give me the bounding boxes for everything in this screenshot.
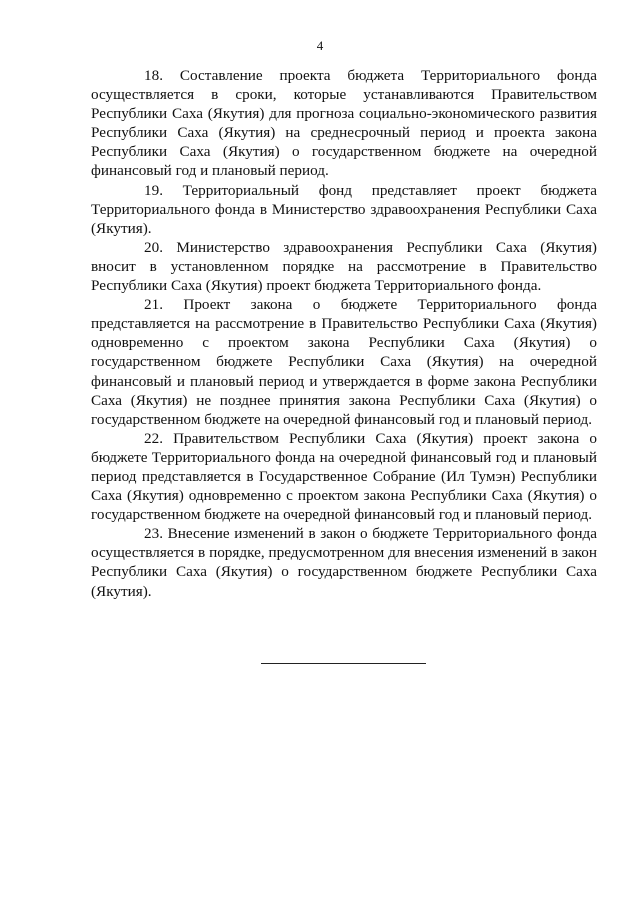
paragraph-22: 22. Правительством Республики Саха (Якутия) проект закона о бюджете Территориального фонда на очередной финансовый год и плановый период представляется в Государственное Собрание (Ил Тумэн) Республики Саха (Якутия) одновременно с проектом закона Республики Саха (Якутия) о государственном бюджете на очередной финансовый год и плановый период. bbox=[91, 429, 597, 524]
paragraph-21: 21. Проект закона о бюджете Территориального фонда представляется на рассмотрение в Правительство Республики Саха (Якутия) одновременно с проектом закона Республики Саха (Якутия) о государственном бюджете Республики Саха (Якутия) на очередной финансовый и плановый период и утверждается в форме закона Республики Саха (Якутия) не позднее принятия закона Республики Саха (Якутия) о государственном бюджете на очередной финансовый год и плановый период. bbox=[91, 296, 597, 428]
page-number: 4 bbox=[316, 38, 324, 53]
paragraph-19: 19. Территориальный фонд представляет проект бюджета Территориального фонда в Министерство здравоохранения Республики Саха (Якутия). bbox=[91, 181, 597, 237]
end-divider-line bbox=[261, 663, 426, 664]
paragraph-18: 18. Составление проекта бюджета Территориального фонда осуществляется в сроки, которые устанавливаются Правительством Республики Саха (Якутия) для прогноза социально-экономического развития Республики Саха (Якутия) на среднесрочный период и проекта закона Республики Саха (Якутия) о государственном бюджете на очередной финансовый год и плановый период. bbox=[91, 67, 597, 180]
paragraph-23: 23. Внесение изменений в закон о бюджете Территориального фонда осуществляется в порядке, предусмотренном для внесения изменений в закон Республики Саха (Якутия) о государственном бюджете Республики Саха (Якутия). bbox=[91, 525, 597, 600]
document-body bbox=[91, 66, 597, 601]
paragraph-20: 20. Министерство здравоохранения Республики Саха (Якутия) вносит в установленном порядке на рассмотрение в Правительство Республики Саха (Якутия) проект бюджета Территориального фонда. bbox=[91, 238, 597, 295]
